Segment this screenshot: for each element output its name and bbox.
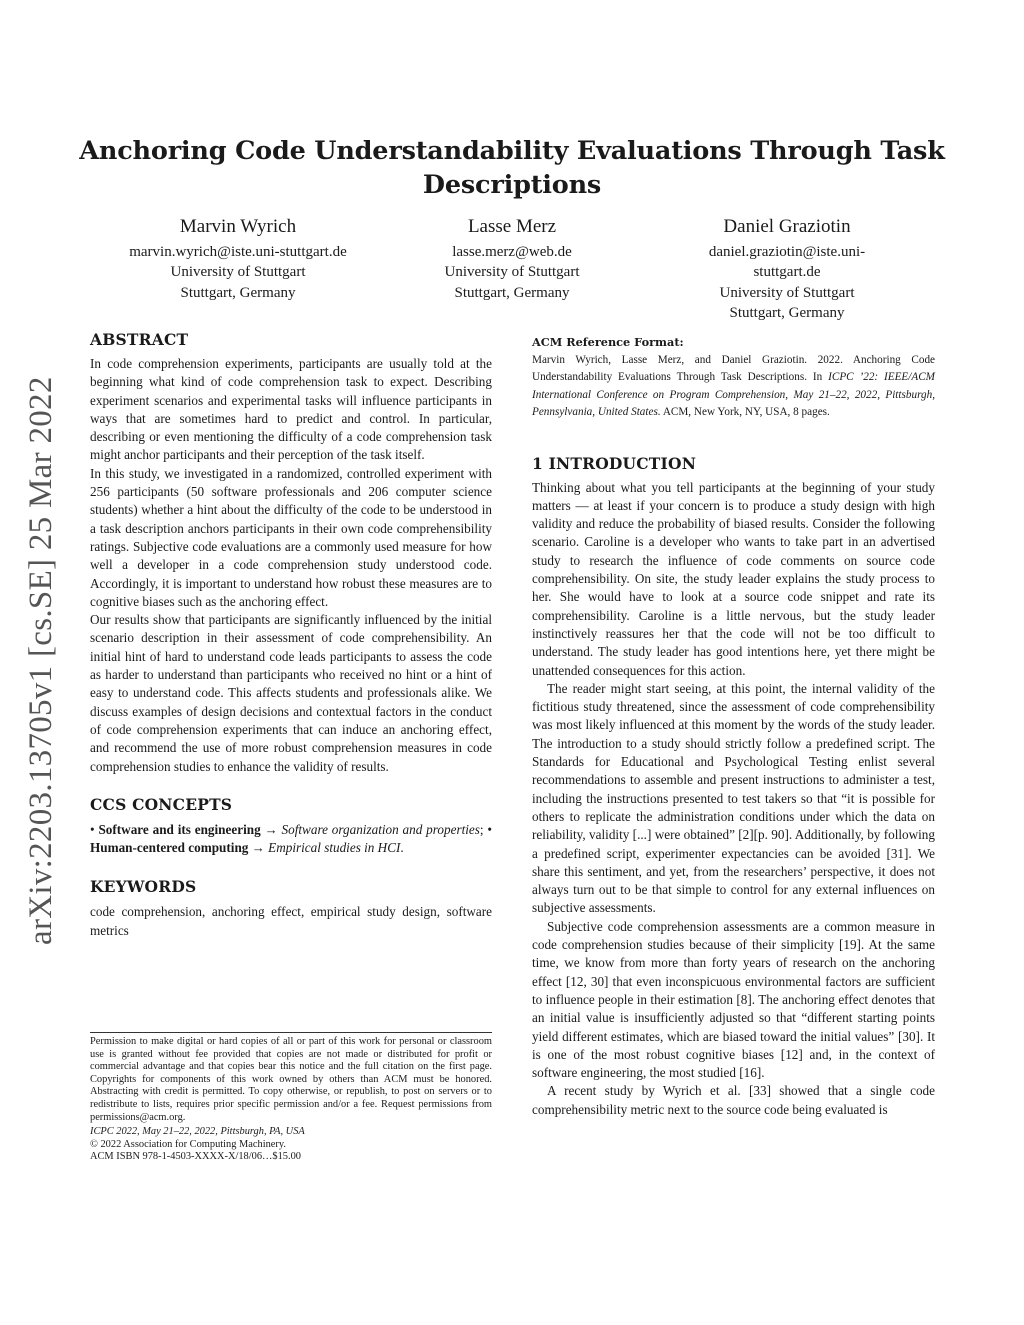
author-location: Stuttgart, Germany — [180, 284, 296, 301]
ccs-subconcept-2: Empirical studies in HCI — [268, 840, 401, 856]
author-affiliation: University of Stuttgart — [170, 264, 306, 281]
abstract-paragraph-1: In code comprehension experiments, participants are usually told at the beginning what kind of code comprehension task to expect. Describing experiment scenarios and experimental tasks will influence participants in ways that are sometimes hard to predict and control. In particular, describing or even mentioning the difficulty of a code comprehension task might anchor participants and their perception of the task itself. — [90, 356, 492, 463]
author-name: Lasse Merz — [467, 216, 557, 237]
author-name: Marvin Wyrich — [179, 216, 297, 237]
venue-line: ICPC 2022, May 21–22, 2022, Pittsburgh, PA, USA — [90, 1126, 305, 1138]
acm-reference-text: Marvin Wyrich, Lasse Merz, and Daniel Graziotin. 2022. Anchoring Code Understandability Evaluations Through Task Descriptions. In ICPC ’22: IEEE/ACM International Conference on Program Comprehension, May 21–22, 2022, Pittsburgh, Pennsylvania, United States. ACM, New York, NY, USA, 8 pages. — [532, 353, 935, 419]
author-email-line-2: stuttgart.de — [753, 264, 821, 281]
title-line-2: Descriptions — [422, 170, 602, 200]
keywords-heading: KEYWORDS — [90, 877, 197, 897]
left-column — [90, 330, 492, 940]
acm-reference-heading: ACM Reference Format: — [532, 335, 684, 349]
abstract-paragraph-2: In this study, we investigated in a randomized, controlled experiment with 256 participants (50 software professionals and 206 computer science students) whether a hint about the difficulty of the code to be understood in a task description anchors participants in their own code comprehensibility ratings. Subjective code evaluations are a commonly used measure for how well a developer in a code comprehension study understood code. Accordingly, it is important to understand how robust these measures are to cognitive biases such as the anchoring effect. — [90, 465, 492, 609]
ccs-concept-2: Human-centered computing — [90, 840, 249, 856]
intro-paragraph-4: A recent study by Wyrich et al. [33] showed that a single code comprehensibility metric next to the source code being evaluated is — [532, 1083, 935, 1117]
author-2 — [392, 214, 632, 303]
author-location: Stuttgart, Germany — [729, 304, 845, 321]
author-3 — [672, 214, 902, 323]
author-location: Stuttgart, Germany — [454, 284, 570, 301]
introduction-heading: 1 INTRODUCTION — [532, 453, 697, 473]
author-affiliation: University of Stuttgart — [719, 284, 855, 301]
author-email: marvin.wyrich@iste.uni-stuttgart.de — [129, 244, 347, 260]
author-email-line-1: daniel.graziotin@iste.uni- — [708, 244, 866, 260]
intro-paragraph-3: Subjective code comprehension assessments are a common measure in code comprehension studies because of their simplicity [19]. At the same time, we know from more than forty years of research on the anchoring effect [12, 30] that even inconspicuous environmental factors are sufficient to influence people in their estimation [8]. The anchoring effect denotes that an initial value is insufficiently adjusted so that “different starting points yield different estimates, which are biased toward the initial values” [30]. It is one of the most robust cognitive biases [12] and, in the context of software engineering, the most studied [16]. — [532, 918, 935, 1081]
right-column — [532, 335, 935, 1119]
permission-footnote — [90, 1036, 492, 1164]
author-1 — [98, 214, 378, 303]
permission-text: Permission to make digital or hard copies of all or part of this work for personal or classroom use is granted without fee provided that copies are not made or distributed for profit or commercial advantage and that copies bear this notice and the full citation on the first page. Copyrights for components of this work owned by others than ACM must be honored. Abstracting with credit is permitted. To copy otherwise, or republish, to post on servers or to redistribute to lists, requires prior specific permission and/or a fee. Request permissions from permissions@acm.org. — [90, 1036, 492, 1123]
abstract-heading: ABSTRACT — [90, 330, 189, 349]
ccs-heading: CCS CONCEPTS — [90, 794, 233, 814]
author-email: lasse.merz@web.de — [452, 244, 572, 260]
keywords-text: code comprehension, anchoring effect, empirical study design, software metrics — [90, 904, 492, 938]
abstract-paragraph-3: Our results show that participants are significantly influenced by the initial scenario description in their assessment of code comprehensibility. An initial hint of hard to understand code leads participants to assess the code as harder to understand than participants who received no hint or a hint of easy to understand code. This affects students and professionals alike. We discuss examples of design decisions and contextual factors in the conduct of code comprehension experiments that can induce an anchoring effect, and recommend the use of more robust comprehension measures in code comprehension studies to enhance the validity of results. — [90, 612, 492, 774]
copyright-line: © 2022 Association for Computing Machinery. — [90, 1138, 286, 1150]
isbn-line: ACM ISBN 978-1-4503-XXXX-X/18/06…$15.00 — [90, 1151, 301, 1163]
ccs-concepts: • Software and its engineering → Software organization and properties; • Human-centered computing → Empirical studies in HCI. — [90, 821, 493, 856]
paper-title — [0, 134, 1024, 202]
ccs-concept-1: Software and its engineering — [98, 821, 261, 837]
intro-paragraph-1: Thinking about what you tell participants at the beginning of your study matters — at least if your concern is to produce a study design with high validity and reduce the probability of biased results. Consider the following scenario. Caroline is a developer who wants to take part in an advertised study to research the influence of code comments on source code comprehensibility. On site, the study leader explains the study process to her. She would have to look at a source code snippet and rate its comprehensibility. Caroline is a little nervous, but the study leader instinctively reassures her that the code will not be too difficult to understand. The study leader has good intentions here, yet there might be unattended consequences for this action. — [532, 479, 935, 678]
title-line-1: Anchoring Code Understandability Evaluations Through Task — [79, 136, 945, 166]
author-affiliation: University of Stuttgart — [444, 264, 580, 281]
arxiv-stamp: arXiv:2203.13705v1 [cs.SE] 25 Mar 2022 — [23, 376, 59, 945]
intro-paragraph-2: The reader might start seeing, at this point, the internal validity of the fictitious study threatened, since the assessment of code comprehensibility was most likely influenced at this moment by the words of the study leader. The introduction to a study should strictly follow a predefined script. The Standards for Educational and Psychological Testing enlist several recommendations to assemble and present instructions to administer a test, including the instructions presented to test takers so that “it is possible for others to replicate the administration conditions under which the data on reliability, validity [...] were obtained” [2][p. 90]. Additionally, by following a predefined script, experimenter expectancies can be avoided [31]. We share this sentiment, and yet, from the researchers’ perspective, it does not always turn out to be that simple to control for any external influences on subjective assessments. — [532, 680, 935, 916]
author-name: Daniel Graziotin — [723, 216, 851, 237]
footnote-rule — [90, 1032, 492, 1033]
ccs-subconcept-1: Software organization and properties — [281, 821, 480, 837]
